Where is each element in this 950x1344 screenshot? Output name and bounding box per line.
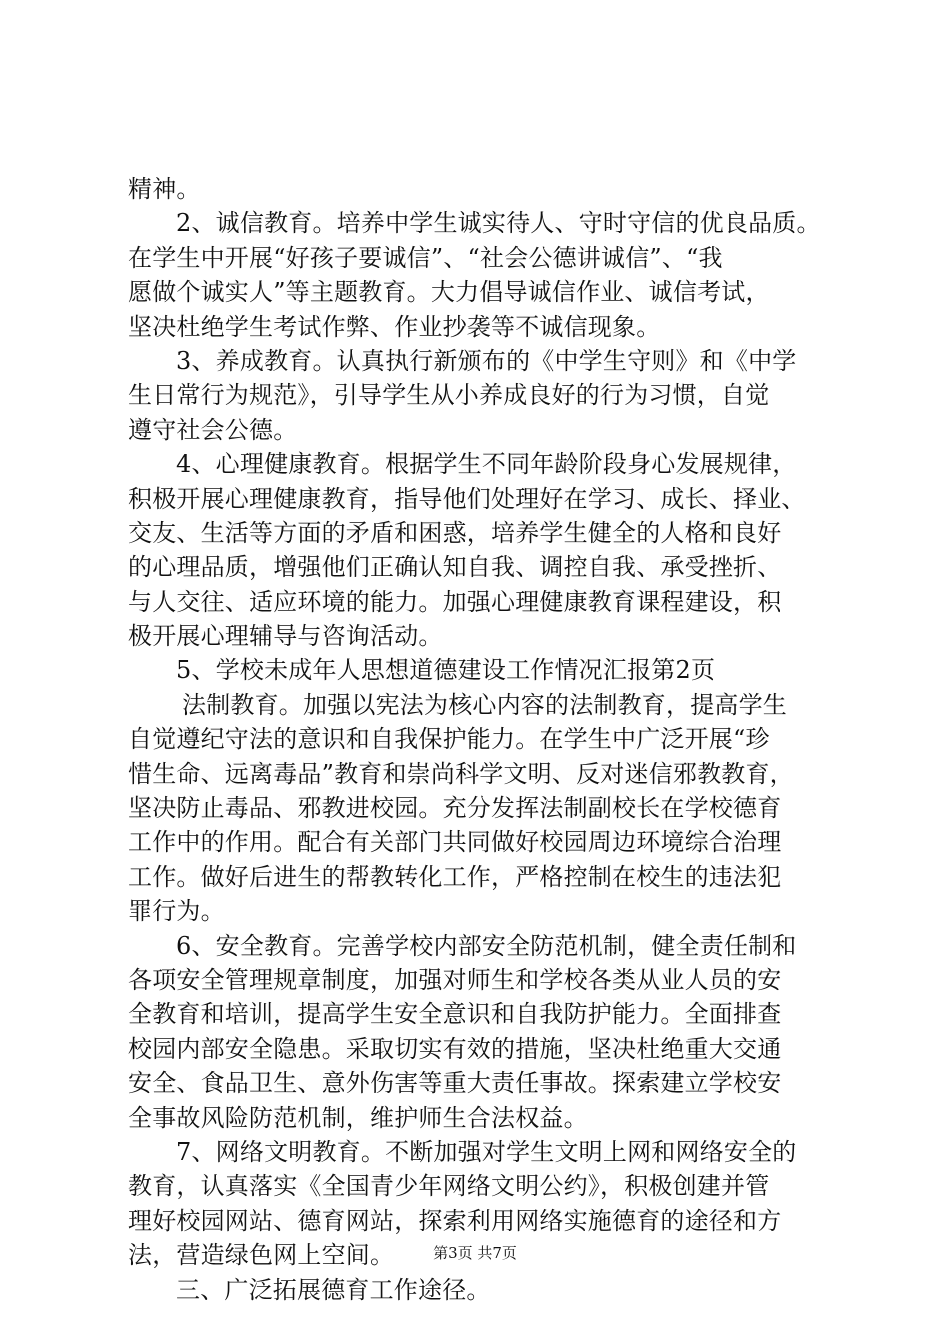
- text-line: 全教育和培训，提高学生安全意识和自我防护能力。全面排查: [128, 1000, 782, 1029]
- text-line: 三、广泛拓展德育工作途径。: [176, 1275, 491, 1304]
- text-line: 惜生命、远离毒品”教育和崇尚科学文明、反对迷信邪教教育，: [128, 759, 794, 788]
- text-line: 7、网络文明教育。不断加强对学生文明上网和网络安全的: [176, 1137, 797, 1166]
- text-line: 极开展心理辅导与咨询活动。: [128, 622, 443, 651]
- page-footer: 第3页 共7页: [433, 1244, 517, 1262]
- text-line: 全事故风险防范机制，维护师生合法权益。: [128, 1103, 588, 1132]
- text-line: 在学生中开展“好孩子要诚信”、“社会公德讲诚信”、“我: [128, 243, 723, 272]
- text-line: 积极开展心理健康教育，指导他们处理好在学习、成长、择业、: [128, 484, 806, 513]
- text-line: 精神。: [128, 175, 201, 203]
- text-line: 理好校园网站、德育网站，探索利用网络实施德育的途径和方: [128, 1206, 782, 1235]
- text-line: 愿做个诚实人”等主题教育。大力倡导诚信作业、诚信考试，: [128, 278, 770, 307]
- text-line: 安全、食品卫生、意外伤害等重大责任事故。探索建立学校安: [128, 1069, 782, 1098]
- text-line: 交友、生活等方面的矛盾和困惑，培养学生健全的人格和良好: [128, 518, 782, 547]
- text-line: 2、诚信教育。培养中学生诚实待人、守时守信的优良品质。: [176, 209, 821, 238]
- text-line: 5、学校未成年人思想道德建设工作情况汇报第2页: [176, 656, 716, 685]
- text-line: 4、心理健康教育。根据学生不同年龄阶段身心发展规律，: [176, 450, 797, 479]
- text-line: 3、养成教育。认真执行新颁布的《中学生守则》和《中学: [176, 346, 797, 375]
- text-line: 自觉遵纪守法的意识和自我保护能力。在学生中广泛开展“珍: [128, 725, 770, 754]
- text-line: 校园内部安全隐患。采取切实有效的措施，坚决杜绝重大交通: [128, 1034, 782, 1063]
- text-line: 工作。做好后进生的帮教转化工作，严格控制在校生的违法犯: [128, 862, 782, 891]
- text-line: 工作中的作用。配合有关部门共同做好校园周边环境综合治理: [128, 828, 782, 857]
- text-line: 坚决防止毒品、邪教进校园。充分发挥法制副校长在学校德育: [128, 794, 782, 823]
- text-line: 坚决杜绝学生考试作弊、作业抄袭等不诚信现象。: [128, 312, 661, 341]
- text-line: 法，营造绿色网上空间。: [128, 1241, 395, 1270]
- text-line: 6、安全教育。完善学校内部安全防范机制，健全责任制和: [176, 931, 797, 960]
- text-line: 各项安全管理规章制度，加强对师生和学校各类从业人员的安: [128, 965, 782, 994]
- text-line: 罪行为。: [128, 897, 225, 926]
- text-line: 的心理品质，增强他们正确认知自我、调控自我、承受挫折、: [128, 553, 782, 582]
- text-line: 生日常行为规范》，引导学生从小养成良好的行为习惯，自觉: [128, 381, 770, 410]
- text-line: 与人交往、适应环境的能力。加强心理健康教育课程建设，积: [128, 587, 782, 616]
- body-text: [128, 172, 836, 1307]
- text-line: 教育，认真落实《全国青少年网络文明公约》，积极创建并管: [128, 1172, 770, 1201]
- text-line: 遵守社会公德。: [128, 415, 298, 444]
- text-line: 法制教育。加强以宪法为核心内容的法制教育，提高学生: [182, 690, 787, 719]
